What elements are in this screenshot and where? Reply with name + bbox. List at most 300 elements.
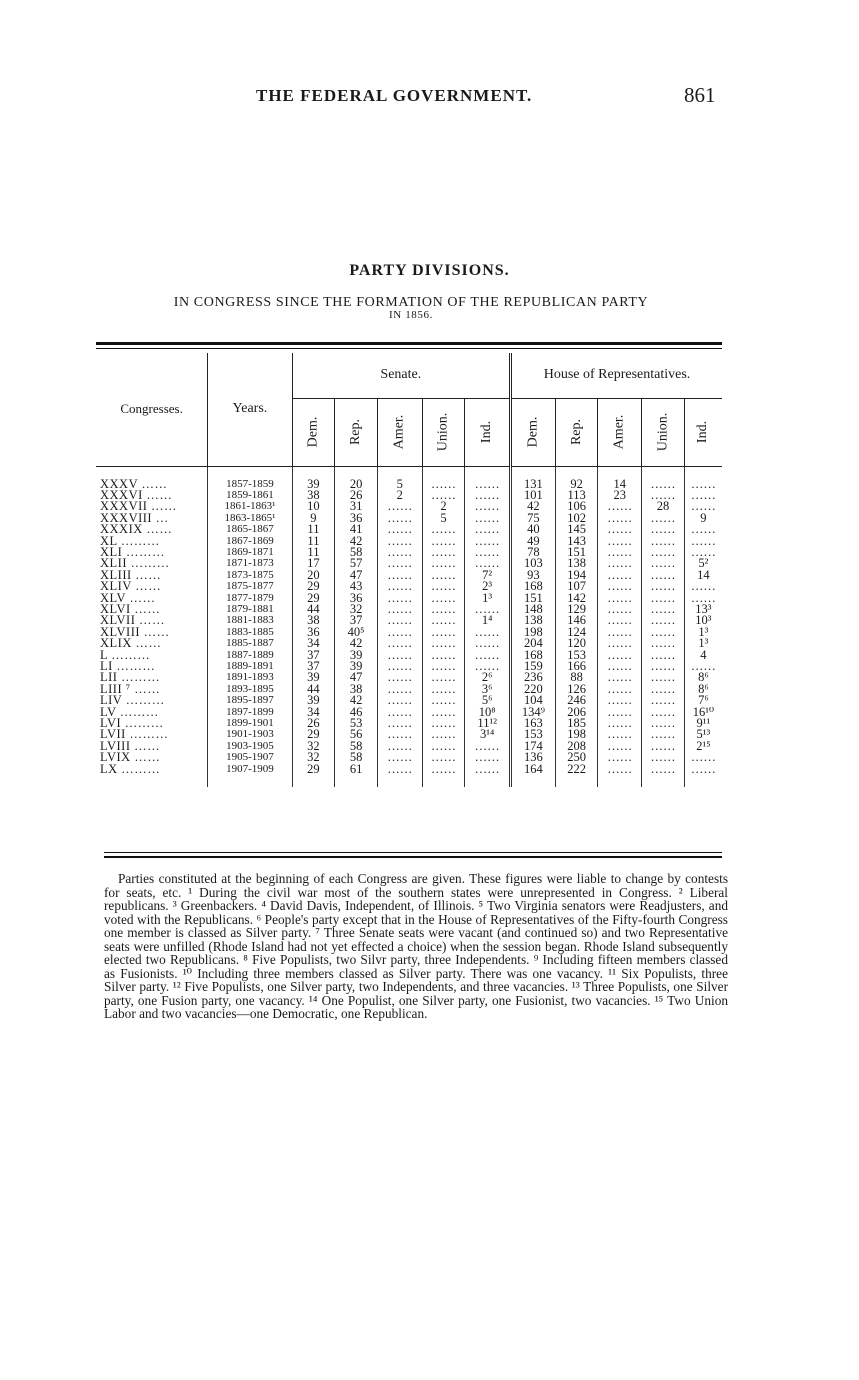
count-cell: 34 bbox=[292, 638, 335, 649]
count-cell: …… bbox=[598, 729, 642, 740]
table-row bbox=[96, 593, 722, 604]
count-cell: 39 bbox=[292, 695, 335, 706]
count-cell: …… bbox=[690, 661, 716, 673]
count-cell: …… bbox=[465, 627, 511, 638]
count-cell: …… bbox=[642, 707, 685, 718]
count-cell: 153 bbox=[555, 650, 598, 661]
count-cell: …… bbox=[642, 547, 685, 558]
count-cell: …… bbox=[598, 615, 642, 626]
count-cell: …… bbox=[377, 570, 422, 581]
count-cell: …… bbox=[422, 661, 465, 672]
count-cell: 37 bbox=[335, 615, 378, 626]
count-cell: 8⁶ bbox=[698, 683, 709, 696]
years-cell: 1891-1893 bbox=[208, 672, 292, 683]
subtitle-line-1: IN CONGRESS SINCE THE FORMATION OF THE REPUBLICAN PARTY bbox=[173, 295, 649, 310]
count-cell: 206 bbox=[555, 707, 598, 718]
count-cell: 46 bbox=[335, 707, 378, 718]
count-cell: …… bbox=[422, 650, 465, 661]
table-row bbox=[96, 581, 722, 592]
table-body bbox=[96, 466, 722, 787]
count-cell: 142 bbox=[555, 593, 598, 604]
count-cell: …… bbox=[377, 741, 422, 752]
count-cell: 194 bbox=[555, 570, 598, 581]
count-cell: …… bbox=[377, 764, 422, 787]
count-cell: 40 bbox=[511, 524, 556, 535]
count-cell: …… bbox=[377, 729, 422, 740]
count-cell: 44 bbox=[292, 684, 335, 695]
count-cell: 14 bbox=[598, 466, 642, 490]
count-cell: …… bbox=[422, 752, 465, 763]
count-cell: 2¹⁵ bbox=[696, 740, 711, 753]
header-senate: Senate. bbox=[292, 353, 510, 398]
count-cell: …… bbox=[690, 501, 716, 513]
count-cell: 13³ bbox=[695, 603, 712, 616]
table-row bbox=[96, 684, 722, 695]
years-cell: 1879-1881 bbox=[208, 604, 292, 615]
count-cell: …… bbox=[377, 547, 422, 558]
header-senate-rep: Rep. bbox=[335, 398, 378, 466]
count-cell: 148 bbox=[511, 604, 556, 615]
count-cell: …… bbox=[377, 501, 422, 512]
congress-cell: LVIX …… bbox=[96, 752, 208, 763]
count-cell: …… bbox=[642, 466, 685, 490]
count-cell: 101 bbox=[511, 490, 556, 501]
count-cell: 120 bbox=[555, 638, 598, 649]
count-cell: …… bbox=[422, 627, 465, 638]
count-cell: …… bbox=[422, 684, 465, 695]
count-cell: …… bbox=[642, 729, 685, 740]
table-row bbox=[96, 661, 722, 672]
count-cell: …… bbox=[598, 536, 642, 547]
congress-cell: XXXVI …… bbox=[96, 490, 208, 501]
table-row bbox=[96, 627, 722, 638]
count-cell: …… bbox=[377, 672, 422, 683]
count-cell: …… bbox=[690, 524, 716, 536]
count-cell: 29 bbox=[292, 581, 335, 592]
header-house-amer: Amer. bbox=[598, 398, 642, 466]
count-cell: 41 bbox=[335, 524, 378, 535]
count-cell: 42 bbox=[335, 536, 378, 547]
years-cell: 1883-1885 bbox=[208, 627, 292, 638]
count-cell: 39 bbox=[292, 466, 335, 490]
congress-cell: XLIII …… bbox=[96, 570, 208, 581]
count-cell: 11¹² bbox=[465, 718, 511, 729]
count-cell: …… bbox=[422, 615, 465, 626]
count-cell: 43 bbox=[335, 581, 378, 592]
count-cell: 138 bbox=[555, 558, 598, 569]
header-senate-dem: Dem. bbox=[292, 398, 335, 466]
count-cell: …… bbox=[465, 524, 511, 535]
count-cell: 20 bbox=[292, 570, 335, 581]
count-cell: …… bbox=[598, 513, 642, 524]
count-cell: 5⁶ bbox=[465, 695, 511, 706]
count-cell: …… bbox=[642, 718, 685, 729]
count-cell: …… bbox=[598, 581, 642, 592]
count-cell: 36 bbox=[292, 627, 335, 638]
count-cell: …… bbox=[690, 476, 716, 490]
count-cell: …… bbox=[422, 718, 465, 729]
count-cell: …… bbox=[690, 581, 716, 593]
count-cell: 168 bbox=[511, 650, 556, 661]
years-cell: 1887-1889 bbox=[208, 650, 292, 661]
count-cell: …… bbox=[465, 661, 511, 672]
count-cell: 37 bbox=[292, 661, 335, 672]
count-cell: 9 bbox=[700, 512, 707, 525]
count-cell: 166 bbox=[555, 661, 598, 672]
count-cell: …… bbox=[377, 524, 422, 535]
years-cell: 1901-1903 bbox=[208, 729, 292, 740]
years-cell: 1897-1899 bbox=[208, 707, 292, 718]
count-cell: …… bbox=[642, 513, 685, 524]
count-cell: 61 bbox=[335, 764, 378, 787]
count-cell: 9 bbox=[292, 513, 335, 524]
count-cell: 246 bbox=[555, 695, 598, 706]
party-divisions-table bbox=[96, 353, 722, 787]
table-row bbox=[96, 558, 722, 569]
count-cell: …… bbox=[377, 650, 422, 661]
years-cell: 1881-1883 bbox=[208, 615, 292, 626]
table-row bbox=[96, 752, 722, 763]
count-cell: 58 bbox=[335, 741, 378, 752]
count-cell: …… bbox=[377, 695, 422, 706]
years-cell: 1905-1907 bbox=[208, 752, 292, 763]
years-cell: 1893-1895 bbox=[208, 684, 292, 695]
count-cell: 32 bbox=[335, 604, 378, 615]
table-row bbox=[96, 741, 722, 752]
count-cell: 3⁶ bbox=[465, 684, 511, 695]
count-cell: …… bbox=[690, 752, 716, 764]
years-cell: 1889-1891 bbox=[208, 661, 292, 672]
count-cell: 10⁸ bbox=[465, 707, 511, 718]
count-cell: …… bbox=[377, 661, 422, 672]
count-cell: …… bbox=[690, 592, 716, 604]
table-row bbox=[96, 718, 722, 729]
congress-cell: XLVI …… bbox=[96, 604, 208, 615]
header-house: House of Representatives. bbox=[511, 353, 722, 398]
count-cell: …… bbox=[642, 558, 685, 569]
congress-cell: L ……… bbox=[96, 650, 208, 661]
congress-cell: XXXVIII … bbox=[96, 513, 208, 524]
count-cell: …… bbox=[598, 764, 642, 787]
table-row bbox=[96, 570, 722, 581]
count-cell: …… bbox=[598, 707, 642, 718]
count-cell: …… bbox=[422, 524, 465, 535]
count-cell: …… bbox=[377, 707, 422, 718]
years-cell: 1899-1901 bbox=[208, 718, 292, 729]
count-cell: 28 bbox=[642, 501, 685, 512]
years-cell: 1869-1871 bbox=[208, 547, 292, 558]
count-cell: 153 bbox=[511, 729, 556, 740]
count-cell: 151 bbox=[511, 593, 556, 604]
header-house-dem: Dem. bbox=[511, 398, 556, 466]
years-cell: 1865-1867 bbox=[208, 524, 292, 535]
count-cell: 8⁶ bbox=[698, 672, 709, 684]
congress-cell: XLIX …… bbox=[96, 638, 208, 649]
count-cell: …… bbox=[598, 695, 642, 706]
count-cell: 1³ bbox=[698, 626, 709, 639]
count-cell: …… bbox=[377, 684, 422, 695]
count-cell: 5 bbox=[377, 466, 422, 490]
table-row bbox=[96, 513, 722, 524]
count-cell: 126 bbox=[555, 684, 598, 695]
count-cell: 5 bbox=[422, 513, 465, 524]
page-subtitle bbox=[96, 296, 726, 322]
table-row bbox=[96, 466, 722, 490]
count-cell: …… bbox=[598, 718, 642, 729]
count-cell: …… bbox=[377, 615, 422, 626]
count-cell: 164 bbox=[511, 764, 556, 787]
count-cell: 20 bbox=[335, 466, 378, 490]
count-cell: 9¹¹ bbox=[696, 718, 711, 730]
count-cell: …… bbox=[598, 672, 642, 683]
count-cell: 32 bbox=[292, 741, 335, 752]
count-cell: …… bbox=[598, 501, 642, 512]
count-cell: …… bbox=[598, 741, 642, 752]
congress-cell: XXXV …… bbox=[96, 466, 208, 490]
footnotes: Parties constituted at the beginning of each Congress are given. These figures were liable to change by contests for seats, etc. ¹ During the civil war most of the southern states were unrepresented in Congress. ² Liberal republicans. ³ Greenbackers. ⁴ David Davis, Independent, of Illinois. ⁵ Two Virginia senators were Readjusters, and voted with the Republicans. ⁶ People's party except that in the House of Representatives of the Fifty-fourth Congress one member is classed as Silver party. ⁷ Three Senate seats were vacant (and continued so) and two Representative seats were unfilled (Rhode Island had not yet effected a choice) when the session began. Rhode Island subsequently elected two Republicans. ⁸ Five Populists, two Silvr party, three Independents. ⁹ Including fifteen members classed as Fusionists. ¹⁰ Including three members classed as Silver party. There was one vacancy. ¹¹ Six Populists, three Silver party. ¹² Five Populists, one Silver party, two Independents, and three vacancies. ¹³ Three Populists, one Silver party, one Fusion party, one vacancy. ¹⁴ One Populist, one Silver party, one Fusionist, two vacancies. ¹⁵ Two Union Labor and two vacancies—one Democratic, one Republican. bbox=[104, 871, 728, 1021]
count-cell: 23 bbox=[598, 490, 642, 501]
count-cell: …… bbox=[465, 604, 511, 615]
congress-cell: XXXIX …… bbox=[96, 524, 208, 535]
table-row bbox=[96, 764, 722, 787]
count-cell: …… bbox=[422, 707, 465, 718]
header-years: Years. bbox=[208, 353, 292, 466]
count-cell: …… bbox=[422, 741, 465, 752]
count-cell: 93 bbox=[511, 570, 556, 581]
count-cell: …… bbox=[598, 684, 642, 695]
subtitle-line-2: IN 1856. bbox=[389, 309, 433, 321]
count-cell: 151 bbox=[555, 547, 598, 558]
count-cell: …… bbox=[642, 741, 685, 752]
count-cell: …… bbox=[598, 558, 642, 569]
congress-cell: LIV ……… bbox=[96, 695, 208, 706]
count-cell: 38 bbox=[335, 684, 378, 695]
table-row bbox=[96, 650, 722, 661]
count-cell: 236 bbox=[511, 672, 556, 683]
count-cell: …… bbox=[642, 593, 685, 604]
header-congresses: Congresses. bbox=[96, 353, 208, 466]
count-cell: 42 bbox=[335, 638, 378, 649]
count-cell: …… bbox=[422, 490, 465, 501]
count-cell: …… bbox=[377, 558, 422, 569]
count-cell: 185 bbox=[555, 718, 598, 729]
congress-cell: LVII ……… bbox=[96, 729, 208, 740]
count-cell: 32 bbox=[292, 752, 335, 763]
count-cell: …… bbox=[642, 661, 685, 672]
congress-cell: XLII ……… bbox=[96, 558, 208, 569]
count-cell: 174 bbox=[511, 741, 556, 752]
congress-cell: XLVIII …… bbox=[96, 627, 208, 638]
count-cell: 57 bbox=[335, 558, 378, 569]
congress-cell: XL ……… bbox=[96, 536, 208, 547]
count-cell: 2⁶ bbox=[465, 672, 511, 683]
count-cell: …… bbox=[377, 604, 422, 615]
header-house-ind: Ind. bbox=[684, 398, 722, 466]
count-cell: 39 bbox=[292, 672, 335, 683]
count-cell: 37 bbox=[292, 650, 335, 661]
count-cell: 250 bbox=[555, 752, 598, 763]
page-title: PARTY DIVISIONS. bbox=[349, 262, 510, 279]
count-cell: …… bbox=[465, 536, 511, 547]
count-cell: 29 bbox=[292, 764, 335, 787]
count-cell: 44 bbox=[292, 604, 335, 615]
count-cell: 129 bbox=[555, 604, 598, 615]
count-cell: …… bbox=[465, 466, 511, 490]
count-cell: …… bbox=[465, 650, 511, 661]
years-cell: 1873-1875 bbox=[208, 570, 292, 581]
count-cell: …… bbox=[422, 638, 465, 649]
years-cell: 1857-1859 bbox=[208, 466, 292, 490]
count-cell: …… bbox=[422, 604, 465, 615]
table-row bbox=[96, 695, 722, 706]
count-cell: …… bbox=[642, 604, 685, 615]
count-cell: 163 bbox=[511, 718, 556, 729]
count-cell: …… bbox=[465, 741, 511, 752]
count-cell: 1³ bbox=[465, 593, 511, 604]
table-row bbox=[96, 501, 722, 512]
table-top-rule bbox=[96, 342, 722, 349]
count-cell: …… bbox=[377, 718, 422, 729]
count-cell: …… bbox=[598, 604, 642, 615]
count-cell: 29 bbox=[292, 729, 335, 740]
count-cell: 39 bbox=[335, 650, 378, 661]
count-cell: 131 bbox=[511, 466, 556, 490]
count-cell: …… bbox=[642, 650, 685, 661]
congress-cell: XLI ……… bbox=[96, 547, 208, 558]
table-row bbox=[96, 638, 722, 649]
count-cell: …… bbox=[598, 524, 642, 535]
count-cell: …… bbox=[377, 638, 422, 649]
count-cell: 75 bbox=[511, 513, 556, 524]
table-row bbox=[96, 672, 722, 683]
count-cell: 49 bbox=[511, 536, 556, 547]
years-cell: 1859-1861 bbox=[208, 490, 292, 501]
header-senate-ind: Ind. bbox=[465, 398, 511, 466]
years-cell: 1867-1869 bbox=[208, 536, 292, 547]
years-cell: 1907-1909 bbox=[208, 764, 292, 787]
count-cell: …… bbox=[598, 570, 642, 581]
count-cell: 42 bbox=[335, 695, 378, 706]
table-row bbox=[96, 615, 722, 626]
count-cell: 208 bbox=[555, 741, 598, 752]
count-cell: 168 bbox=[511, 581, 556, 592]
count-cell: 47 bbox=[335, 672, 378, 683]
count-cell: 146 bbox=[555, 615, 598, 626]
count-cell: …… bbox=[642, 695, 685, 706]
count-cell: …… bbox=[422, 570, 465, 581]
count-cell: 124 bbox=[555, 627, 598, 638]
count-cell: 78 bbox=[511, 547, 556, 558]
count-cell: …… bbox=[598, 650, 642, 661]
count-cell: 1⁴ bbox=[465, 615, 511, 626]
count-cell: 4 bbox=[700, 649, 707, 661]
count-cell: …… bbox=[642, 524, 685, 535]
count-cell: …… bbox=[422, 593, 465, 604]
count-cell: …… bbox=[642, 764, 685, 787]
count-cell: 3¹⁴ bbox=[465, 729, 511, 740]
count-cell: 53 bbox=[335, 718, 378, 729]
congress-cell: LVIII …… bbox=[96, 741, 208, 752]
header-senate-amer: Amer. bbox=[377, 398, 422, 466]
count-cell: …… bbox=[690, 763, 716, 776]
count-cell: …… bbox=[642, 490, 685, 501]
count-cell: 29 bbox=[292, 593, 335, 604]
count-cell: …… bbox=[422, 536, 465, 547]
header-senate-union: Union. bbox=[422, 398, 465, 466]
count-cell: 16¹⁰ bbox=[692, 706, 715, 719]
years-cell: 1877-1879 bbox=[208, 593, 292, 604]
count-cell: 11 bbox=[292, 524, 335, 535]
count-cell: …… bbox=[642, 570, 685, 581]
count-cell: 26 bbox=[292, 718, 335, 729]
count-cell: 34 bbox=[292, 707, 335, 718]
table-row bbox=[96, 707, 722, 718]
years-cell: 1903-1905 bbox=[208, 741, 292, 752]
count-cell: …… bbox=[642, 672, 685, 683]
page-number: 861 bbox=[684, 83, 716, 107]
count-cell: …… bbox=[377, 536, 422, 547]
running-head: THE FEDERAL GOVERNMENT. bbox=[256, 86, 533, 105]
table-row bbox=[96, 547, 722, 558]
count-cell: 11 bbox=[292, 547, 335, 558]
count-cell: 145 bbox=[555, 524, 598, 535]
count-cell: 2 bbox=[377, 490, 422, 501]
congress-cell: LI ……… bbox=[96, 661, 208, 672]
table-row bbox=[96, 536, 722, 547]
header-house-union: Union. bbox=[642, 398, 685, 466]
count-cell: 5¹³ bbox=[696, 729, 711, 741]
table-row bbox=[96, 524, 722, 535]
table-row bbox=[96, 729, 722, 740]
count-cell: 58 bbox=[335, 547, 378, 558]
count-cell: …… bbox=[422, 466, 465, 490]
years-cell: 1885-1887 bbox=[208, 638, 292, 649]
count-cell: 103 bbox=[511, 558, 556, 569]
count-cell: 102 bbox=[555, 513, 598, 524]
count-cell: 220 bbox=[511, 684, 556, 695]
count-cell: …… bbox=[377, 752, 422, 763]
count-cell: …… bbox=[465, 513, 511, 524]
count-cell: …… bbox=[642, 581, 685, 592]
count-cell: 42 bbox=[511, 501, 556, 512]
count-cell: …… bbox=[598, 547, 642, 558]
count-cell: …… bbox=[598, 593, 642, 604]
count-cell: 56 bbox=[335, 729, 378, 740]
count-cell: …… bbox=[465, 490, 511, 501]
count-cell: 204 bbox=[511, 638, 556, 649]
count-cell: 88 bbox=[555, 672, 598, 683]
count-cell: 11 bbox=[292, 536, 335, 547]
count-cell: 106 bbox=[555, 501, 598, 512]
count-cell: 136 bbox=[511, 752, 556, 763]
congress-cell: LV ……… bbox=[96, 707, 208, 718]
count-cell: …… bbox=[377, 513, 422, 524]
count-cell: …… bbox=[465, 752, 511, 763]
count-cell: 38 bbox=[292, 615, 335, 626]
count-cell: …… bbox=[422, 547, 465, 558]
count-cell: 39 bbox=[335, 661, 378, 672]
count-cell: 107 bbox=[555, 581, 598, 592]
count-cell: 58 bbox=[335, 752, 378, 763]
count-cell: 198 bbox=[511, 627, 556, 638]
count-cell: …… bbox=[642, 627, 685, 638]
count-cell: …… bbox=[598, 627, 642, 638]
count-cell: 31 bbox=[335, 501, 378, 512]
count-cell: 40⁵ bbox=[335, 627, 378, 638]
count-cell: 2 bbox=[422, 501, 465, 512]
congress-cell: XLV …… bbox=[96, 593, 208, 604]
table-row bbox=[96, 604, 722, 615]
